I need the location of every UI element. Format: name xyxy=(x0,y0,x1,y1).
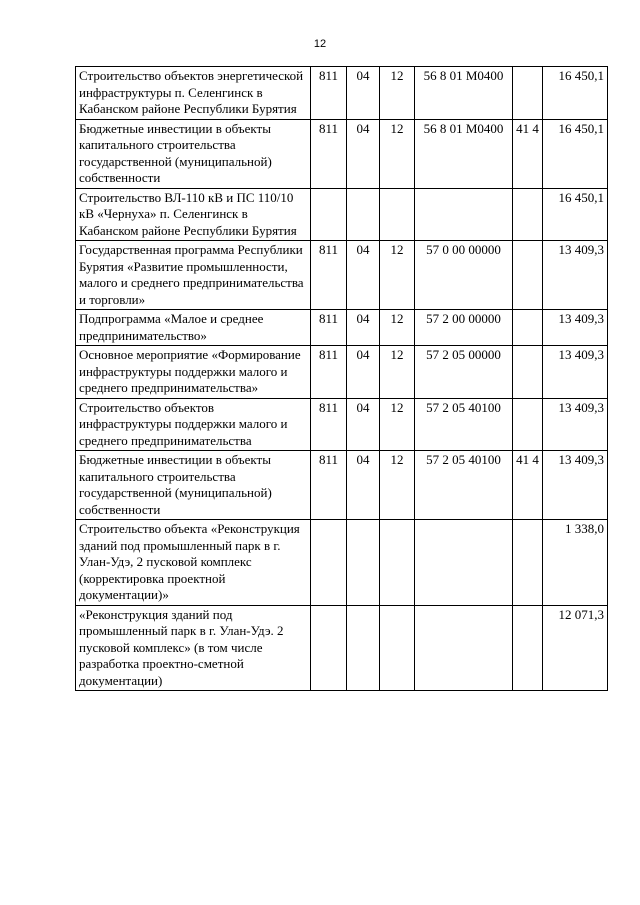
subsection-code: 12 xyxy=(380,398,415,451)
target-article-code xyxy=(415,605,513,691)
section-code xyxy=(347,520,380,606)
target-article-code: 57 0 00 00000 xyxy=(415,241,513,310)
subsection-code: 12 xyxy=(380,119,415,188)
table-row xyxy=(76,67,608,120)
expense-type-code xyxy=(513,398,543,451)
amount: 16 450,1 xyxy=(543,119,608,188)
section-code: 04 xyxy=(347,346,380,399)
row-name: Строительство объектов инфраструктуры поддержки малого и среднего предпринимательства xyxy=(76,398,311,451)
table-row xyxy=(76,119,608,188)
amount: 13 409,3 xyxy=(543,241,608,310)
amount: 13 409,3 xyxy=(543,346,608,399)
amount: 13 409,3 xyxy=(543,451,608,520)
section-code xyxy=(347,188,380,241)
amount: 16 450,1 xyxy=(543,188,608,241)
table-row xyxy=(76,398,608,451)
amount: 13 409,3 xyxy=(543,398,608,451)
ministry-code xyxy=(311,520,347,606)
expense-type-code xyxy=(513,241,543,310)
expense-type-code xyxy=(513,346,543,399)
expense-type-code xyxy=(513,310,543,346)
ministry-code xyxy=(311,188,347,241)
amount: 12 071,3 xyxy=(543,605,608,691)
page-number: 12 xyxy=(313,38,327,50)
target-article-code xyxy=(415,520,513,606)
ministry-code: 811 xyxy=(311,398,347,451)
budget-table xyxy=(75,66,608,691)
subsection-code xyxy=(380,520,415,606)
expense-type-code: 41 4 xyxy=(513,451,543,520)
section-code: 04 xyxy=(347,398,380,451)
row-name: Строительство ВЛ-110 кВ и ПС 110/10 кВ «Чернуха» п. Селенгинск в Кабанском районе Республики Бурятия xyxy=(76,188,311,241)
subsection-code: 12 xyxy=(380,451,415,520)
target-article-code: 56 8 01 М0400 xyxy=(415,119,513,188)
expense-type-code xyxy=(513,67,543,120)
section-code: 04 xyxy=(347,241,380,310)
row-name: Бюджетные инвестиции в объекты капитального строительства государственной (муниципальной) собственности xyxy=(76,451,311,520)
expense-type-code: 41 4 xyxy=(513,119,543,188)
expense-type-code xyxy=(513,520,543,606)
amount: 13 409,3 xyxy=(543,310,608,346)
amount: 16 450,1 xyxy=(543,67,608,120)
target-article-code: 57 2 05 40100 xyxy=(415,398,513,451)
subsection-code xyxy=(380,605,415,691)
ministry-code: 811 xyxy=(311,310,347,346)
expense-type-code xyxy=(513,188,543,241)
ministry-code: 811 xyxy=(311,451,347,520)
table-row xyxy=(76,520,608,606)
subsection-code: 12 xyxy=(380,346,415,399)
row-name: Строительство объекта «Реконструкция зданий под промышленный парк в г. Улан-Удэ, 2 пусковой комплекс (корректировка проектной документации)» xyxy=(76,520,311,606)
ministry-code: 811 xyxy=(311,67,347,120)
row-name: «Реконструкция зданий под промышленный парк в г. Улан-Удэ. 2 пусковой комплекс» (в том числе разработка проектно-сметной документации) xyxy=(76,605,311,691)
section-code: 04 xyxy=(347,451,380,520)
target-article-code: 57 2 00 00000 xyxy=(415,310,513,346)
row-name: Подпрограмма «Малое и среднее предпринимательство» xyxy=(76,310,311,346)
table-row xyxy=(76,241,608,310)
target-article-code: 56 8 01 М0400 xyxy=(415,67,513,120)
table-row xyxy=(76,346,608,399)
ministry-code: 811 xyxy=(311,346,347,399)
target-article-code: 57 2 05 00000 xyxy=(415,346,513,399)
subsection-code xyxy=(380,188,415,241)
row-name: Основное мероприятие «Формирование инфраструктуры поддержки малого и среднего предпринимательства» xyxy=(76,346,311,399)
section-code: 04 xyxy=(347,119,380,188)
subsection-code: 12 xyxy=(380,67,415,120)
row-name: Государственная программа Республики Бурятия «Развитие промышленности, малого и среднего предпринимательства и торговли» xyxy=(76,241,311,310)
ministry-code: 811 xyxy=(311,119,347,188)
ministry-code xyxy=(311,605,347,691)
table-row xyxy=(76,310,608,346)
target-article-code: 57 2 05 40100 xyxy=(415,451,513,520)
subsection-code: 12 xyxy=(380,241,415,310)
table-row xyxy=(76,605,608,691)
row-name: Бюджетные инвестиции в объекты капитального строительства государственной (муниципальной) собственности xyxy=(76,119,311,188)
table-row xyxy=(76,451,608,520)
section-code: 04 xyxy=(347,67,380,120)
row-name: Строительство объектов энергетической инфраструктуры п. Селенгинск в Кабанском районе Республики Бурятия xyxy=(76,67,311,120)
amount: 1 338,0 xyxy=(543,520,608,606)
subsection-code: 12 xyxy=(380,310,415,346)
section-code: 04 xyxy=(347,310,380,346)
table-row xyxy=(76,188,608,241)
expense-type-code xyxy=(513,605,543,691)
ministry-code: 811 xyxy=(311,241,347,310)
target-article-code xyxy=(415,188,513,241)
section-code xyxy=(347,605,380,691)
